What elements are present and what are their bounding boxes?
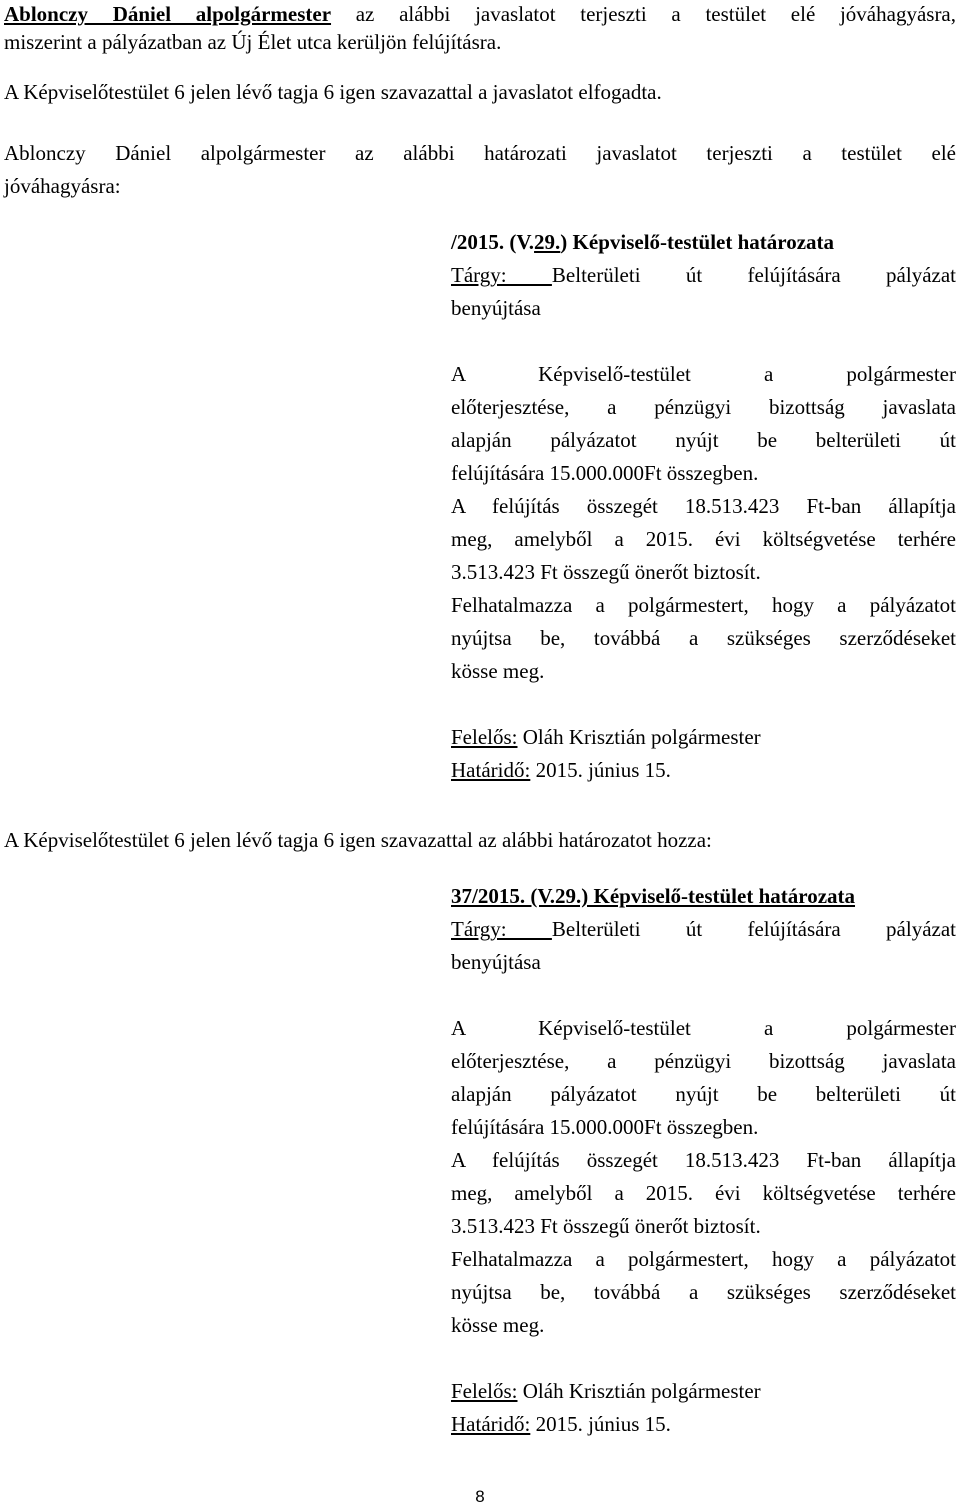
resolution-body-line: nyújtsa be, továbbá a szükséges szerződéseket (451, 1280, 956, 1304)
resolution-body-line: 3.513.423 Ft összegű önerőt biztosít. (451, 1214, 761, 1238)
draft-resolution (451, 226, 956, 787)
draft-body-line: A felújítás összegét 18.513.423 Ft-ban állapítja (451, 494, 956, 518)
proposal-intro-line-1: Ablonczy Dániel alpolgármester az alábbi határozati javaslatot terjeszti a testület elé (4, 141, 956, 165)
proposal-intro-line-2: jóváhagyásra: (4, 174, 121, 198)
draft-body-line: kösse meg. (451, 659, 545, 683)
intro-line-1: Ablonczy Dániel alpolgármester az alábbi javaslatot terjeszti a testület elé jóváhagyásra, (4, 2, 957, 26)
draft-subject-line-1: Tárgy: Belterületi út felújítására pályázat (451, 263, 956, 287)
draft-body-line: előterjesztése, a pénzügyi bizottság javaslata (451, 395, 956, 419)
resolution-body-line: meg, amelyből a 2015. évi költségvetése terhére (451, 1181, 956, 1205)
draft-body-line: nyújtsa be, továbbá a szükséges szerződéseket (451, 626, 956, 650)
draft-body-line: meg, amelyből a 2015. évi költségvetése terhére (451, 527, 956, 551)
draft-subject-line-2: benyújtása (451, 296, 541, 320)
intro-line-2: miszerint a pályázatban az Új Élet utca kerüljön felújításra. (4, 30, 502, 54)
draft-body-line: A Képviselő-testület a polgármester (451, 362, 956, 386)
resolution-subject-line-2: benyújtása (451, 950, 541, 974)
resolution-body-line: A felújítás összegét 18.513.423 Ft-ban állapítja (451, 1148, 956, 1172)
resolution-responsible: Felelős: Oláh Krisztián polgármester (451, 1379, 761, 1403)
speaker-name: Ablonczy Dániel alpolgármester (4, 2, 332, 26)
resolution-body-line: Felhatalmazza a polgármestert, hogy a pályázatot (451, 1247, 956, 1271)
page-number: 8 (475, 1487, 485, 1506)
resolution-body-line: előterjesztése, a pénzügyi bizottság javaslata (451, 1049, 956, 1073)
draft-body-line: felújítására 15.000.000Ft összegben. (451, 461, 759, 485)
draft-responsible: Felelős: Oláh Krisztián polgármester (451, 725, 761, 749)
draft-body-line: 3.513.423 Ft összegű önerőt biztosít. (451, 560, 761, 584)
resolution-header: 37/2015. (V.29.) Képviselő-testület határozata (451, 884, 856, 908)
adopted-resolution (451, 880, 956, 1441)
resolution-body-line: alapján pályázatot nyújt be belterületi út (451, 1082, 956, 1106)
intro-vote-text: A Képviselőtestület 6 jelen lévő tagja 6 igen szavazattal a javaslatot elfogadta. (4, 80, 662, 104)
resolution-subject-line-1: Tárgy: Belterületi út felújítására pályázat (451, 917, 956, 941)
draft-body-line: alapján pályázatot nyújt be belterületi út (451, 428, 956, 452)
resolution-vote-text: A Képviselőtestület 6 jelen lévő tagja 6 igen szavazattal az alábbi határozatot hozza: (4, 828, 712, 852)
draft-body-line: Felhatalmazza a polgármestert, hogy a pályázatot (451, 593, 956, 617)
draft-deadline: Határidő: 2015. június 15. (451, 758, 671, 782)
resolution-body-line: kösse meg. (451, 1313, 545, 1337)
resolution-deadline: Határidő: 2015. június 15. (451, 1412, 671, 1436)
resolution-body-line: felújítására 15.000.000Ft összegben. (451, 1115, 759, 1139)
resolution-body-line: A Képviselő-testület a polgármester (451, 1016, 956, 1040)
draft-resolution-header: /2015. (V.29.) Képviselő-testület határozata (451, 230, 835, 254)
